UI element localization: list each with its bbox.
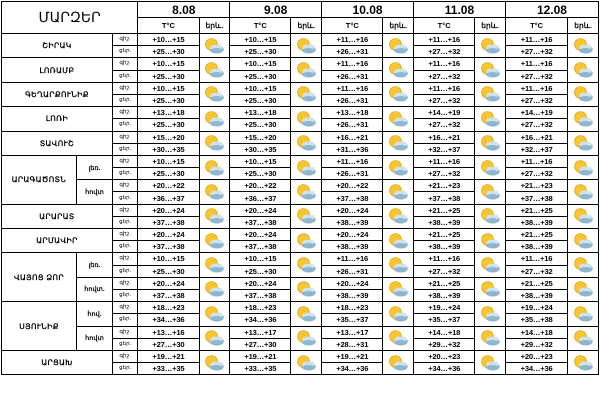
- night-temperature: +20…+24: [138, 277, 199, 289]
- region-name: ՎԱՅՈՑ ՁՈՐ: [2, 253, 77, 302]
- day-temperature: +27…+32: [505, 46, 567, 58]
- partly-cloudy-sun-icon: [475, 58, 506, 82]
- day-time-label: ցեր.: [112, 363, 137, 375]
- date-header: 11.08: [414, 2, 506, 18]
- day-temperature: +35…+38: [505, 314, 567, 326]
- zone-name: հովտ.: [77, 277, 113, 301]
- night-temperature: +14…+19: [414, 107, 475, 119]
- day-temperature: +38…+39: [505, 289, 567, 301]
- partly-cloudy-sun-icon: [199, 34, 230, 58]
- partly-cloudy-sun-icon: [568, 58, 599, 82]
- night-temperature: +10…+15: [138, 58, 199, 70]
- table-row: [2, 180, 599, 192]
- night-temperature: +20…+22: [138, 180, 199, 192]
- day-temperature: +27…+32: [505, 70, 567, 82]
- partly-cloudy-sun-icon: [199, 229, 230, 253]
- partly-cloudy-sun-icon: [199, 326, 230, 350]
- partly-cloudy-sun-icon: [199, 180, 230, 204]
- night-temperature: +14…+18: [414, 326, 475, 338]
- partly-cloudy-sun-icon: [568, 302, 599, 326]
- day-temperature: +37…+38: [230, 216, 291, 228]
- partly-cloudy-sun-icon: [383, 107, 414, 131]
- day-temperature: +38…+39: [414, 289, 475, 301]
- day-temperature: +33…+35: [230, 363, 291, 375]
- day-temperature: +27…+30: [138, 338, 199, 350]
- night-temperature: +13…+18: [322, 107, 383, 119]
- day-temperature: +34…+36: [414, 363, 475, 375]
- night-time-label: գիշ.: [112, 253, 137, 265]
- partly-cloudy-sun-icon: [568, 107, 599, 131]
- day-temperature: +35…+37: [322, 314, 383, 326]
- partly-cloudy-sun-icon: [568, 155, 599, 179]
- night-temperature: +10…+15: [230, 82, 291, 94]
- date-header: 8.08: [138, 2, 230, 18]
- partly-cloudy-sun-icon: [383, 204, 414, 228]
- day-temperature: +26…+31: [322, 265, 383, 277]
- night-temperature: +19…+21: [230, 350, 291, 362]
- night-temperature: +11…+16: [414, 82, 475, 94]
- night-temperature: +13…+17: [322, 326, 383, 338]
- partly-cloudy-sun-icon: [568, 326, 599, 350]
- night-temperature: +18…+23: [138, 302, 199, 314]
- table-row: [2, 253, 599, 265]
- region-name: ՇԻՐԱԿ: [2, 34, 113, 58]
- partly-cloudy-sun-icon: [291, 180, 322, 204]
- day-temperature: +29…+32: [505, 338, 567, 350]
- table-row: [2, 277, 599, 289]
- day-temperature: +34…+36: [138, 314, 199, 326]
- night-time-label: գիշ.: [112, 326, 137, 338]
- day-time-label: ցեր.: [112, 192, 137, 204]
- night-temperature: +18…+23: [322, 302, 383, 314]
- partly-cloudy-sun-icon: [291, 131, 322, 155]
- day-temperature: +25…+30: [230, 70, 291, 82]
- header-dates-row: [2, 2, 599, 18]
- day-time-label: ցեր.: [112, 70, 137, 82]
- partly-cloudy-sun-icon: [383, 180, 414, 204]
- night-temperature: +20…+24: [230, 204, 291, 216]
- day-temperature: +31…+36: [322, 143, 383, 155]
- night-temperature: +11…+16: [505, 253, 567, 265]
- night-temperature: +13…+18: [138, 107, 199, 119]
- day-temperature: +27…+32: [414, 46, 475, 58]
- day-temperature: +38…+39: [414, 241, 475, 253]
- partly-cloudy-sun-icon: [291, 229, 322, 253]
- day-temperature: +27…+32: [505, 265, 567, 277]
- partly-cloudy-sun-icon: [383, 58, 414, 82]
- temperature-column-header: T°C: [230, 18, 291, 34]
- night-time-label: գիշ.: [112, 277, 137, 289]
- night-temperature: +16…+21: [505, 131, 567, 143]
- night-temperature: +19…+21: [322, 350, 383, 362]
- night-time-label: գիշ.: [112, 229, 137, 241]
- partly-cloudy-sun-icon: [291, 155, 322, 179]
- partly-cloudy-sun-icon: [199, 302, 230, 326]
- night-temperature: +20…+22: [230, 180, 291, 192]
- partly-cloudy-sun-icon: [199, 204, 230, 228]
- day-temperature: +38…+39: [322, 289, 383, 301]
- night-temperature: +11…+16: [322, 82, 383, 94]
- partly-cloudy-sun-icon: [383, 350, 414, 374]
- regions-column-header: ՄԱՐԶԵՐ: [2, 2, 138, 34]
- day-time-label: ցեր.: [112, 265, 137, 277]
- day-temperature: +25…+30: [138, 168, 199, 180]
- night-temperature: +11…+16: [505, 34, 567, 46]
- day-temperature: +27…+32: [505, 119, 567, 131]
- day-temperature: +28…+31: [322, 338, 383, 350]
- day-time-label: ցեր.: [112, 314, 137, 326]
- night-temperature: +20…+24: [138, 229, 199, 241]
- partly-cloudy-sun-icon: [568, 34, 599, 58]
- weather-column-header: երև.: [199, 18, 230, 34]
- night-temperature: +19…+24: [414, 302, 475, 314]
- night-time-label: գիշ.: [112, 180, 137, 192]
- partly-cloudy-sun-icon: [291, 253, 322, 277]
- day-temperature: +34…+36: [322, 363, 383, 375]
- zone-name: հով.: [77, 302, 113, 326]
- partly-cloudy-sun-icon: [475, 229, 506, 253]
- day-temperature: +38…+39: [322, 241, 383, 253]
- night-temperature: +13…+17: [230, 326, 291, 338]
- night-temperature: +20…+24: [322, 204, 383, 216]
- night-temperature: +21…+25: [505, 204, 567, 216]
- partly-cloudy-sun-icon: [199, 82, 230, 106]
- region-name: ԼՈՌԻ: [2, 107, 113, 131]
- night-temperature: +11…+16: [414, 58, 475, 70]
- night-temperature: +21…+25: [414, 229, 475, 241]
- partly-cloudy-sun-icon: [383, 277, 414, 301]
- table-row: [2, 204, 599, 216]
- day-temperature: +26…+31: [322, 168, 383, 180]
- day-temperature: +30…+35: [138, 143, 199, 155]
- night-temperature: +10…+15: [230, 253, 291, 265]
- day-temperature: +37…+38: [138, 289, 199, 301]
- night-temperature: +14…+18: [505, 326, 567, 338]
- partly-cloudy-sun-icon: [383, 229, 414, 253]
- zone-name: հովտ: [77, 326, 113, 350]
- table-row: [2, 155, 599, 167]
- night-time-label: գիշ.: [112, 350, 137, 362]
- day-temperature: +25…+30: [138, 265, 199, 277]
- day-temperature: +33…+35: [138, 363, 199, 375]
- partly-cloudy-sun-icon: [383, 34, 414, 58]
- night-temperature: +14…+19: [505, 107, 567, 119]
- night-time-label: գիշ.: [112, 131, 137, 143]
- partly-cloudy-sun-icon: [568, 229, 599, 253]
- partly-cloudy-sun-icon: [199, 253, 230, 277]
- day-temperature: +26…+31: [322, 94, 383, 106]
- zone-name: հովտ: [77, 180, 113, 204]
- day-temperature: +35…+37: [414, 314, 475, 326]
- day-temperature: +34…+36: [505, 363, 567, 375]
- day-temperature: +32…+37: [505, 143, 567, 155]
- day-temperature: +27…+32: [414, 119, 475, 131]
- night-time-label: գիշ.: [112, 82, 137, 94]
- night-temperature: +19…+21: [138, 350, 199, 362]
- partly-cloudy-sun-icon: [383, 326, 414, 350]
- partly-cloudy-sun-icon: [291, 302, 322, 326]
- partly-cloudy-sun-icon: [475, 350, 506, 374]
- night-time-label: գիշ.: [112, 107, 137, 119]
- temperature-column-header: T°C: [414, 18, 475, 34]
- weather-column-header: երև.: [383, 18, 414, 34]
- night-temperature: +11…+16: [414, 253, 475, 265]
- weather-column-header: երև.: [568, 18, 599, 34]
- region-name: ՏԱՎՈՒՇ: [2, 131, 113, 155]
- partly-cloudy-sun-icon: [475, 34, 506, 58]
- weather-column-header: երև.: [475, 18, 506, 34]
- night-temperature: +10…+15: [230, 34, 291, 46]
- night-temperature: +13…+18: [230, 107, 291, 119]
- day-time-label: ցեր.: [112, 143, 137, 155]
- day-temperature: +37…+38: [230, 289, 291, 301]
- night-temperature: +10…+15: [138, 82, 199, 94]
- partly-cloudy-sun-icon: [383, 155, 414, 179]
- day-temperature: +37…+38: [138, 216, 199, 228]
- day-temperature: +27…+32: [505, 94, 567, 106]
- temperature-column-header: T°C: [505, 18, 567, 34]
- night-temperature: +10…+15: [230, 155, 291, 167]
- night-temperature: +11…+16: [322, 253, 383, 265]
- day-temperature: +37…+38: [230, 241, 291, 253]
- table-row: [2, 107, 599, 119]
- partly-cloudy-sun-icon: [383, 302, 414, 326]
- weather-column-header: երև.: [291, 18, 322, 34]
- night-temperature: +11…+16: [505, 82, 567, 94]
- partly-cloudy-sun-icon: [475, 326, 506, 350]
- region-name: ԱՐԱԳԱԾՈՏՆ: [2, 155, 77, 204]
- partly-cloudy-sun-icon: [199, 155, 230, 179]
- day-temperature: +25…+30: [230, 168, 291, 180]
- partly-cloudy-sun-icon: [199, 131, 230, 155]
- day-temperature: +25…+30: [230, 119, 291, 131]
- partly-cloudy-sun-icon: [291, 277, 322, 301]
- table-row: [2, 302, 599, 314]
- temperature-column-header: T°C: [322, 18, 383, 34]
- day-temperature: +34…+36: [230, 314, 291, 326]
- day-time-label: ցեր.: [112, 241, 137, 253]
- night-time-label: գիշ.: [112, 204, 137, 216]
- partly-cloudy-sun-icon: [199, 107, 230, 131]
- day-temperature: +26…+31: [322, 70, 383, 82]
- day-temperature: +27…+32: [505, 168, 567, 180]
- night-time-label: գիշ.: [112, 155, 137, 167]
- day-temperature: +27…+32: [414, 94, 475, 106]
- partly-cloudy-sun-icon: [475, 204, 506, 228]
- day-temperature: +25…+30: [138, 46, 199, 58]
- day-temperature: +25…+30: [230, 46, 291, 58]
- night-temperature: +11…+16: [414, 34, 475, 46]
- night-time-label: գիշ.: [112, 302, 137, 314]
- night-temperature: +20…+24: [322, 277, 383, 289]
- night-temperature: +18…+23: [230, 302, 291, 314]
- night-temperature: +21…+25: [505, 229, 567, 241]
- day-temperature: +25…+30: [230, 94, 291, 106]
- day-temperature: +38…+39: [505, 216, 567, 228]
- night-temperature: +10…+15: [138, 253, 199, 265]
- day-temperature: +27…+32: [414, 168, 475, 180]
- zone-name: լեռ.: [77, 253, 113, 277]
- day-temperature: +29…+32: [414, 338, 475, 350]
- day-temperature: +38…+39: [414, 216, 475, 228]
- day-temperature: +37…+38: [322, 192, 383, 204]
- region-name: ԱՐՄԱՎԻՐ: [2, 229, 113, 253]
- night-temperature: +20…+24: [230, 229, 291, 241]
- partly-cloudy-sun-icon: [383, 82, 414, 106]
- night-temperature: +11…+16: [505, 155, 567, 167]
- zone-name: լեռ.: [77, 155, 113, 179]
- partly-cloudy-sun-icon: [568, 131, 599, 155]
- date-header: 10.08: [322, 2, 414, 18]
- day-temperature: +36…+37: [138, 192, 199, 204]
- partly-cloudy-sun-icon: [199, 277, 230, 301]
- partly-cloudy-sun-icon: [291, 82, 322, 106]
- night-time-label: գիշ.: [112, 58, 137, 70]
- night-temperature: +20…+24: [230, 277, 291, 289]
- table-row: [2, 326, 599, 338]
- night-temperature: +20…+24: [322, 229, 383, 241]
- day-time-label: ցեր.: [112, 119, 137, 131]
- table-row: [2, 131, 599, 143]
- region-name: ԳԵՂԱՐՔՈՒՆԻՔ: [2, 82, 113, 106]
- night-temperature: +16…+21: [322, 131, 383, 143]
- night-temperature: +10…+15: [230, 58, 291, 70]
- table-row: [2, 58, 599, 70]
- forecast-table: [1, 1, 599, 375]
- table-row: [2, 82, 599, 94]
- partly-cloudy-sun-icon: [383, 253, 414, 277]
- day-temperature: +37…+38: [414, 192, 475, 204]
- partly-cloudy-sun-icon: [291, 34, 322, 58]
- night-temperature: +11…+16: [322, 34, 383, 46]
- partly-cloudy-sun-icon: [199, 350, 230, 374]
- day-time-label: ցեր.: [112, 338, 137, 350]
- day-time-label: ցեր.: [112, 94, 137, 106]
- night-temperature: +11…+16: [322, 58, 383, 70]
- night-temperature: +20…+23: [505, 350, 567, 362]
- night-temperature: +21…+23: [505, 180, 567, 192]
- night-temperature: +21…+23: [414, 180, 475, 192]
- partly-cloudy-sun-icon: [199, 58, 230, 82]
- day-temperature: +38…+39: [505, 241, 567, 253]
- night-temperature: +11…+16: [414, 155, 475, 167]
- night-temperature: +15…+20: [138, 131, 199, 143]
- day-time-label: ցեր.: [112, 216, 137, 228]
- day-temperature: +27…+32: [414, 70, 475, 82]
- day-temperature: +25…+30: [138, 70, 199, 82]
- day-temperature: +37…+38: [138, 241, 199, 253]
- night-temperature: +11…+16: [505, 58, 567, 70]
- partly-cloudy-sun-icon: [475, 82, 506, 106]
- partly-cloudy-sun-icon: [475, 277, 506, 301]
- partly-cloudy-sun-icon: [291, 350, 322, 374]
- night-temperature: +21…+25: [414, 277, 475, 289]
- night-temperature: +13…+16: [138, 326, 199, 338]
- partly-cloudy-sun-icon: [568, 350, 599, 374]
- partly-cloudy-sun-icon: [568, 82, 599, 106]
- region-name: ԱՐՑԱԽ: [2, 350, 113, 374]
- partly-cloudy-sun-icon: [568, 253, 599, 277]
- night-temperature: +21…+25: [505, 277, 567, 289]
- day-temperature: +26…+31: [322, 46, 383, 58]
- region-name: ՍՅՈՒՆԻՔ: [2, 302, 77, 351]
- day-time-label: ցեր.: [112, 46, 137, 58]
- night-temperature: +10…+15: [138, 34, 199, 46]
- partly-cloudy-sun-icon: [291, 107, 322, 131]
- partly-cloudy-sun-icon: [475, 155, 506, 179]
- night-temperature: +11…+16: [322, 155, 383, 167]
- table-row: [2, 229, 599, 241]
- night-temperature: +19…+24: [505, 302, 567, 314]
- night-temperature: +16…+21: [414, 131, 475, 143]
- night-temperature: +20…+24: [138, 204, 199, 216]
- partly-cloudy-sun-icon: [475, 253, 506, 277]
- day-temperature: +30…+35: [230, 143, 291, 155]
- partly-cloudy-sun-icon: [568, 180, 599, 204]
- day-time-label: ցեր.: [112, 168, 137, 180]
- night-temperature: +15…+20: [230, 131, 291, 143]
- day-temperature: +25…+30: [138, 119, 199, 131]
- night-temperature: +20…+23: [414, 350, 475, 362]
- table-row: [2, 350, 599, 362]
- day-temperature: +26…+31: [322, 119, 383, 131]
- day-temperature: +25…+30: [230, 265, 291, 277]
- partly-cloudy-sun-icon: [568, 204, 599, 228]
- day-temperature: +27…+32: [414, 265, 475, 277]
- partly-cloudy-sun-icon: [291, 58, 322, 82]
- day-temperature: +32…+37: [414, 143, 475, 155]
- date-header: 12.08: [505, 2, 598, 18]
- date-header: 9.08: [230, 2, 322, 18]
- partly-cloudy-sun-icon: [383, 131, 414, 155]
- night-temperature: +10…+15: [138, 155, 199, 167]
- region-name: ԱՐԱՐԱՏ: [2, 204, 113, 228]
- partly-cloudy-sun-icon: [291, 204, 322, 228]
- temperature-column-header: T°C: [138, 18, 199, 34]
- night-temperature: +20…+22: [322, 180, 383, 192]
- partly-cloudy-sun-icon: [291, 326, 322, 350]
- night-temperature: +21…+25: [414, 204, 475, 216]
- day-temperature: +38…+39: [322, 216, 383, 228]
- day-temperature: +25…+30: [138, 94, 199, 106]
- partly-cloudy-sun-icon: [475, 131, 506, 155]
- partly-cloudy-sun-icon: [475, 302, 506, 326]
- day-temperature: +36…+37: [230, 192, 291, 204]
- day-time-label: ցեր.: [112, 289, 137, 301]
- day-temperature: +27…+30: [230, 338, 291, 350]
- partly-cloudy-sun-icon: [568, 277, 599, 301]
- night-time-label: գիշ.: [112, 34, 137, 46]
- partly-cloudy-sun-icon: [475, 180, 506, 204]
- table-row: [2, 34, 599, 46]
- region-name: ԼՈՌԱՄԲ: [2, 58, 113, 82]
- partly-cloudy-sun-icon: [475, 107, 506, 131]
- day-temperature: +37…+38: [505, 192, 567, 204]
